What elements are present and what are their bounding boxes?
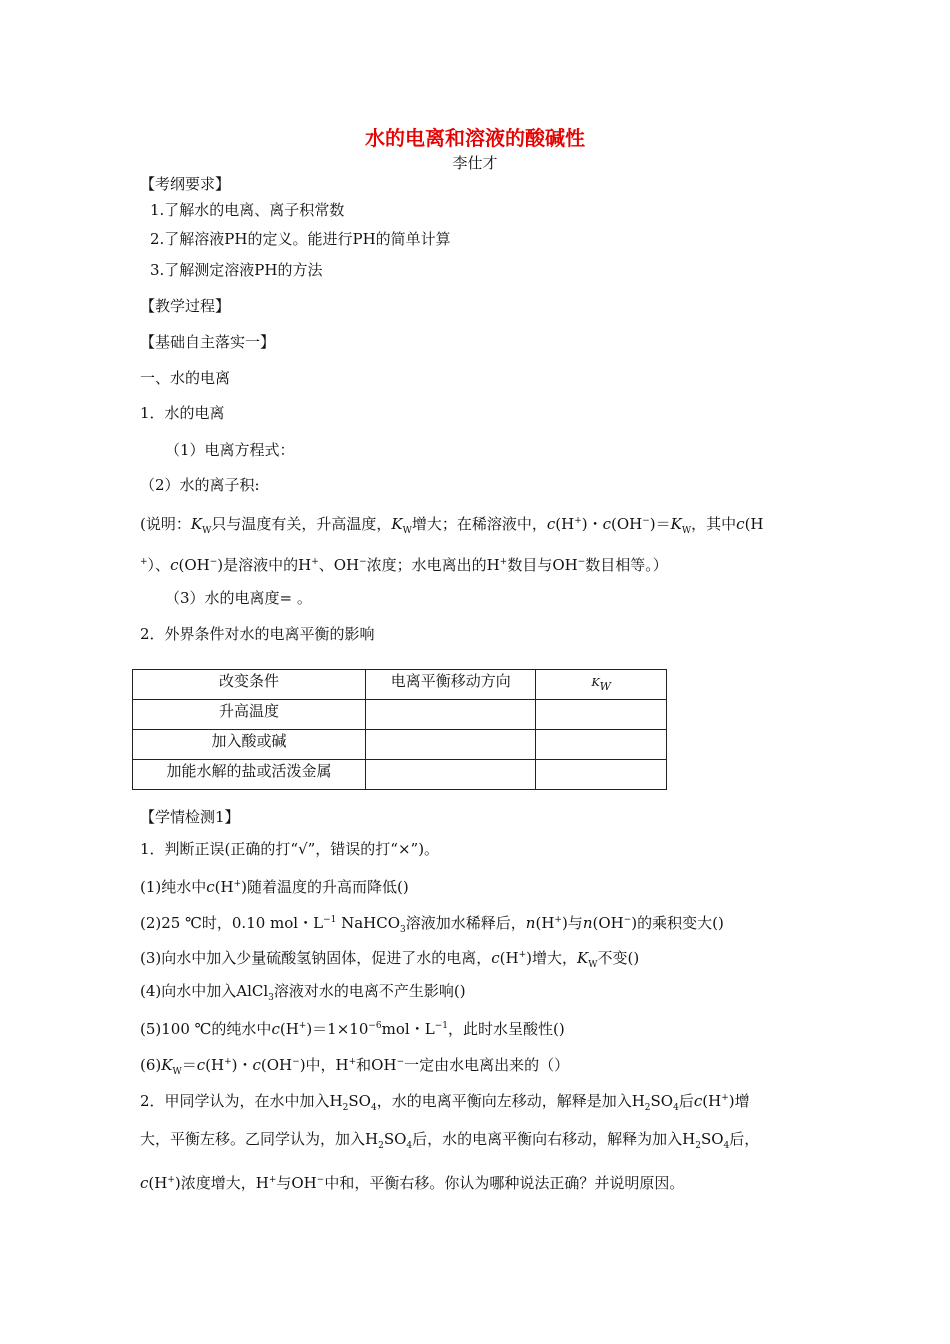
section-header-teaching: 【教学过程】 xyxy=(140,297,231,315)
table-cell: 加入酸或碱 xyxy=(133,730,366,760)
table-cell[interactable] xyxy=(366,760,536,790)
table-row xyxy=(133,700,667,730)
table-header-cell: 改变条件 xyxy=(133,670,366,700)
table-cell[interactable] xyxy=(536,730,667,760)
table-row xyxy=(133,760,667,790)
table-cell: 加能水解的盐或活泼金属 xyxy=(133,760,366,790)
requirement-item: 2.了解溶液PH的定义。能进行PH的简单计算 xyxy=(150,230,451,248)
section-header-requirements: 【考纲要求】 xyxy=(140,175,231,193)
question-1-item-1: (1)纯水中c(H+)随着温度的升高而降低() xyxy=(140,878,409,896)
requirement-item: 1.了解水的电离、离子积常数 xyxy=(150,201,345,219)
question-1-item-4: (4)向水中加入AlCl$_3$溶液对水的电离不产生影响() xyxy=(140,982,466,1003)
question-1-item-6: $(6)K_W=c(H^+)$・c(OH−)中，H+和OH−一定由水电离出来的（） xyxy=(140,1056,570,1077)
question-2-line-3: c(H+)浓度增大，H+与OH−中和，平衡右移。你认为哪种说法正确？并说明原因。 xyxy=(140,1174,685,1192)
author-name: 李仕才 xyxy=(452,154,498,172)
subheading-external-conditions: 2．外界条件对水的电离平衡的影响 xyxy=(140,625,375,643)
question-2-line-2: 大，平衡左移。乙同学认为，加入$H_2SO_4$后，水的电离平衡向右移动，解释为加入$H_2SO_4$后， xyxy=(140,1130,760,1151)
conditions-table xyxy=(132,669,667,790)
requirement-item: 3.了解测定溶液PH的方法 xyxy=(150,261,323,279)
question-1-item-2: (2)25 ℃时，0.10 mol・$L^{-1}$ NaHCO$_3$溶液加水稀释后，n(H+)与n(OH−)的乘积变大() xyxy=(140,914,724,935)
table-header-cell-kw: $K_W$ xyxy=(536,670,667,700)
note-line-2: +）、c(OH−)是溶液中的H+、OH−浓度；水电离出的H+数目与OH−数目相等。） xyxy=(140,556,668,574)
table-cell[interactable] xyxy=(366,700,536,730)
table-cell: 升高温度 xyxy=(133,700,366,730)
note-line-1: (说明：$K_W$只与温度有关，升高温度，$K_W$增大；在稀溶液中，c(H+)・$c(OH^-)=K_W$，其中c(H xyxy=(140,515,764,536)
section-header-check: 【学情检测1】 xyxy=(140,808,240,826)
question-1: 1．判断正误(正确的打“√”，错误的打“×”)。 xyxy=(140,840,440,858)
heading-water-ionization: 一、水的电离 xyxy=(140,369,231,387)
question-2-line-1: 2．甲同学认为，在水中加入$H_2SO_4$，水的电离平衡向左移动，解释是加入$H_2SO_4$后c(H+)增 xyxy=(140,1092,750,1113)
item-ionization-degree: （3）水的电离度= 。 xyxy=(165,589,312,607)
document-title: 水的电离和溶液的酸碱性 xyxy=(365,126,585,150)
question-1-item-5: (5)100 ℃的纯水中$c(H^+)=1\times 10^{-6}mol$・$L^{-1}$，此时水呈酸性() xyxy=(140,1020,565,1038)
item-equation: （1）电离方程式： xyxy=(165,441,295,459)
table-row xyxy=(133,730,667,760)
table-cell[interactable] xyxy=(536,700,667,730)
item-ion-product: （2）水的离子积: xyxy=(140,476,260,494)
table-header-cell: 电离平衡移动方向 xyxy=(366,670,536,700)
section-header-basic: 【基础自主落实一】 xyxy=(140,333,276,351)
subheading-ionization: 1．水的电离 xyxy=(140,404,225,422)
table-cell[interactable] xyxy=(366,730,536,760)
table-cell[interactable] xyxy=(536,760,667,790)
table-header-row xyxy=(133,670,667,700)
question-1-item-3: (3)向水中加入少量硫酸氢钠固体，促进了水的电离，c(H+)增大，$K_W$不变() xyxy=(140,949,640,970)
